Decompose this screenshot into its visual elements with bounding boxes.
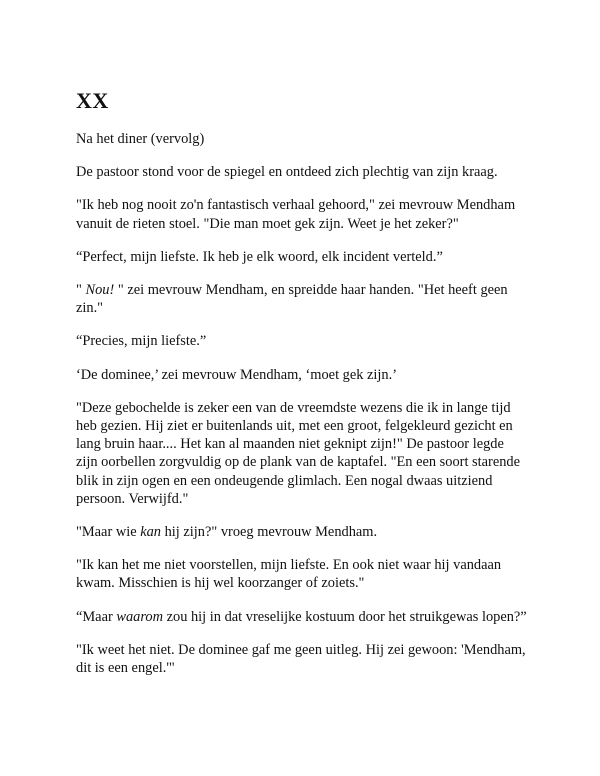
paragraph (76, 608, 528, 626)
paragraph (76, 281, 528, 317)
emphasized-text: Nou! (85, 282, 115, 299)
paragraph-text: hij zijn?" vroeg mevrouw Mendham. (161, 524, 378, 541)
paragraph-text: " zei mevrouw Mendham, en spreidde haar handen. "Het heeft geen zin." (76, 282, 508, 317)
paragraph-text: De pastoor stond voor de spiegel en ontdeed zich plechtig van zijn kraag. (76, 164, 498, 181)
paragraph (76, 332, 528, 350)
body-text (76, 163, 528, 677)
paragraph-text: "Ik weet het niet. De dominee gaf me geen uitleg. Hij zei gewoon: 'Mendham, dit is een engel.'" (76, 641, 526, 677)
paragraph (76, 163, 528, 181)
paragraph (76, 399, 528, 508)
paragraph-text: "Deze gebochelde is zeker een van de vreemdste wezens die ik in lange tijd heb gezien. Hij ziet er buitenlands uit, met een groot, felgekleurd gezicht en lang bruin haar.... Het kan al maanden niet geknipt zijn!" De pastoor legde zijn oorbellen zorgvuldig op de plank van de kaptafel. "En een soort starende blik in zijn ogen en een ondeugende glimlach. Een nogal dwaas uitziend persoon. Verwijfd." (76, 399, 520, 507)
paragraph-text: “Maar (76, 608, 117, 625)
paragraph (76, 366, 528, 384)
paragraph-text: "Maar wie (76, 524, 141, 541)
paragraph-text: “Precies, mijn liefste.” (76, 333, 207, 350)
document-page (76, 88, 528, 692)
paragraph-text: zou hij in dat vreselijke kostuum door het struikgewas lopen?” (163, 608, 527, 625)
paragraph-text: ‘De dominee,’ zei mevrouw Mendham, ‘moet gek zijn.’ (76, 366, 398, 383)
paragraph-text: " (76, 282, 86, 299)
paragraph-text: "Ik heb nog nooit zo'n fantastisch verhaal gehoord," zei mevrouw Mendham vanuit de rieten stoel. "Die man moet gek zijn. Weet je het zeker?" (76, 197, 516, 232)
paragraph-text: "Ik kan het me niet voorstellen, mijn liefste. En ook niet waar hij vandaan kwam. Misschien is hij wel koorzanger of zoiets." (76, 557, 502, 592)
emphasized-text: waarom (116, 608, 164, 625)
paragraph (76, 641, 528, 677)
chapter-subtitle: Na het diner (vervolg) (76, 131, 205, 147)
paragraph (76, 196, 528, 232)
emphasized-text: kan (140, 524, 161, 541)
paragraph (76, 523, 528, 541)
chapter-title: XX (76, 88, 109, 113)
paragraph-text: “Perfect, mijn liefste. Ik heb je elk woord, elk incident verteld.” (76, 248, 443, 265)
paragraph (76, 556, 528, 592)
paragraph (76, 248, 528, 266)
